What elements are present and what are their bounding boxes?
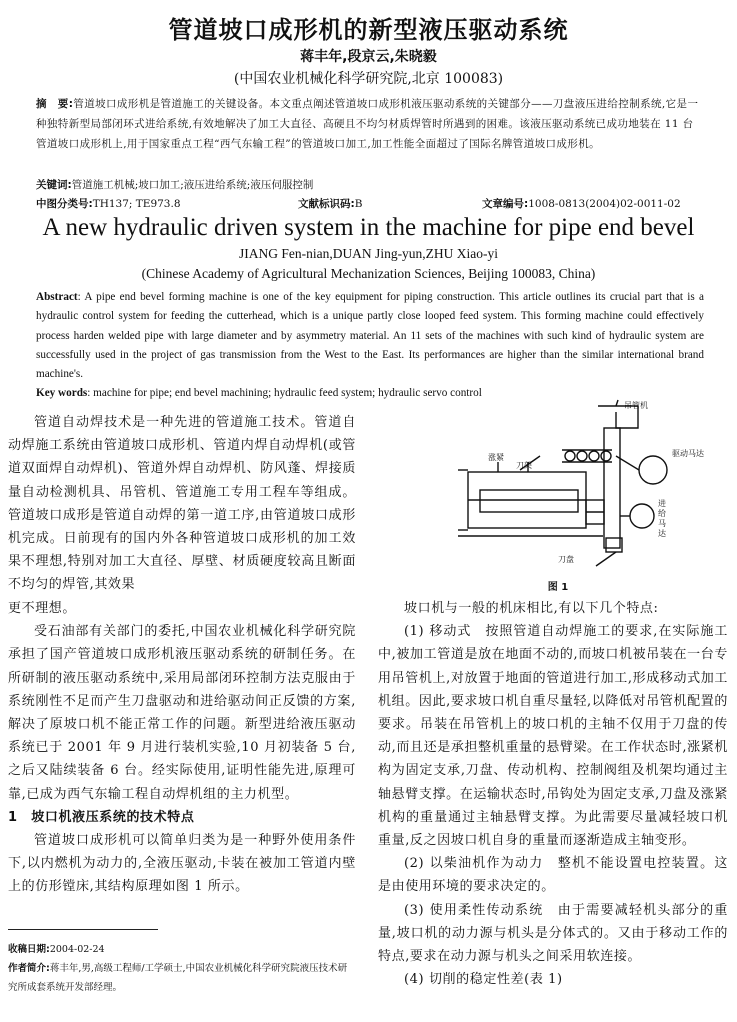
author-bio: [8, 959, 356, 997]
label-feed-motor-text: [658, 498, 666, 538]
label-crane: 吊管机: [624, 401, 648, 410]
left-column: [8, 597, 356, 899]
label-feed-motor: [658, 498, 666, 538]
label-cutterhead: 刀盘: [558, 555, 574, 564]
feature-4: (4) 切削的稳定性差(表 1): [404, 972, 563, 988]
section-1-heading: 1 坡口机液压系统的技术特点: [8, 809, 195, 825]
doc-code: [298, 195, 362, 213]
author-bio-label: 作者简介:: [8, 963, 50, 974]
paragraph-2: 受石油部有关部门的委托,中国农业机械化科学研究院承担了国产管道坡口成形机液压驱动系统的研制任务。在所研制的液压驱动系统中,采用局部闭环控制方法克服由于系统刚性不足而产生刀盘驱动和进给驱动间正反馈的方案,解决了原坡口机不能正常工作的问题。新型进给液压驱动系统已于 2001 年 9 月进行装机实验,10 月初装备 5 台,之后又陆续装备 6 台。经实际使用,证明性能先进,原理可靠,已成为西气东输工程自动焊机组的主力机型。: [8, 624, 356, 802]
keywords-en-text: : machine for pipe; end bevel machining; hydraulic feed system; hydraulic servo control: [87, 387, 482, 399]
drive-motor-symbol: [639, 456, 667, 484]
affiliation-en: (Chinese Academy of Agricultural Mechanization Sciences, Beijing 100083, China): [141, 266, 596, 281]
article-number: [482, 195, 681, 213]
received-label: 收稿日期:: [8, 944, 50, 955]
feature-3: (3) 使用柔性传动系统 由于需要减轻机头部分的重量,坡口机的动力源与机头是分体式的。又由于移动工作的特点,要求在动力源与机头之间采用软连接。: [378, 902, 728, 965]
abstract-en: [36, 288, 704, 384]
label-drive-motor: 驱动马达: [672, 449, 704, 458]
doc-value: B: [354, 198, 363, 210]
paper-title-cn: 管道坡口成形机的新型液压驱动系统: [168, 16, 569, 44]
art-value: 1008-0813(2004)02-0011-02: [528, 198, 681, 210]
footnote: [8, 940, 356, 997]
intro-paragraph: [8, 411, 356, 597]
authors-cn: 蒋丰年,段京云,朱晓毅: [300, 49, 437, 65]
authors-en: JIANG Fen-nian,DUAN Jing-yun,ZHU Xiao-yi: [238, 246, 499, 261]
figure-1-diagram: [458, 398, 728, 578]
keywords-cn: [36, 176, 704, 194]
abstract-cn-label: 摘 要:: [36, 98, 74, 110]
feed-motor-char: 马: [658, 519, 666, 528]
keywords-cn-label: 关键词:: [36, 179, 72, 191]
feed-motor-char: 达: [658, 529, 666, 538]
features-intro: 坡口机与一般的机床相比,有以下几个特点:: [404, 601, 659, 616]
paragraph-3: 管道坡口成形机可以简单归类为是一种野外使用条件下,以内燃机为动力的,全液压驱动,卡装在被加工管道内壁上的仿形镗床,其结构原理如图 1 所示。: [8, 833, 356, 895]
art-label: 文章编号:: [482, 198, 529, 210]
intro-text: 管道自动焊技术是一种先进的管道施工技术。管道自动焊施工系统由管道坡口成形机、管道内焊自动焊机(或管道双面焊自动焊机)、管道外焊自动焊机、防风蓬、焊接质量自动检测机具、吊管机、管道施工专用工程车等组成。管道坡口成形是管道自动焊的第一道工序,由管道坡口成形机完成。日前现有的国内外各种管道坡口成形机的加工效果不理想,特别对加工大直径、厚壁、材质硬度较高且断面不均匀的焊管,其效果: [8, 415, 356, 593]
received-date: [8, 940, 356, 959]
abstract-en-label: Abstract: [36, 291, 78, 303]
keywords-cn-text: 管道施工机械;坡口加工;液压进给系统;液压伺服控制: [71, 179, 314, 191]
clc-label: 中图分类号:: [36, 198, 93, 210]
keywords-en-label: Key words: [36, 387, 88, 399]
label-toolholder: 刀架: [516, 461, 532, 470]
right-column: [378, 597, 728, 991]
clc-value: TH137; TE973.8: [92, 198, 181, 210]
abstract-en-text: : A pipe end bevel forming machine is one of the key equipment for piping construction. This article outlines its crucial part that is a hydraulic control system for feeding the cutterhead, which is a unique partly close looped feed system. This forming machine could effectively process harden welded pipe with large diameter and by asymmetry material. An 11 sets of the machines with such kind of hydraulic system are successfully used in the project of gas transmission from the West to the East. Its performances are higher than the similar international brand machine's.: [36, 291, 704, 381]
feature-1: (1) 移动式 按照管道自动焊施工的要求,在实际施工中,被加工管道是放在地面不动的,而坡口机被吊装在一台专用吊管机上,对放置于地面的管道进行加工,形成移动式加工机组。因此,要求坡口机自重尽量轻,以降低对吊管机配置的要求。吊装在吊管机上的坡口机的主轴不仅用于刀盘的传动,而且还是承担整机重量的悬臂梁。在工作状态时,涨紧机构为固定支承,刀盘、传动机构、控制阀组及机架均通过主轴悬臂支撑。在运输状态时,吊钩处为固定支承,刀盘及涨紧机构的重量通过主轴悬臂支撑。为此需要尽量减轻坡口机重量,反之因坡口机自身的重量而逐渐造成主轴变形。: [378, 624, 728, 849]
figure-1-caption: 图 1: [547, 582, 569, 593]
feed-motor-char: 进: [658, 499, 666, 508]
paper-title-en: A new hydraulic driven system in the machine for pipe end bevel: [42, 214, 695, 241]
abstract-cn-text: 管道坡口成形机是管道施工的关键设备。本文重点阐述管道坡口成形机液压驱动系统的关键部分——刀盘液压进给控制系统,它是一种独特新型局部闭环式进给系统,有效地解决了加工大直径、高硬且不均匀材质焊管时所遇到的困难。该液压驱动系统已成功地装在 11 台管道坡口成形机上,用于国家重点工程“西气东输工程”的管道坡口加工,加工性能全面超过了国际名牌管道坡口成形机。: [36, 98, 699, 150]
affiliation-cn: (中国农业机械化科学研究院,北京 100083): [233, 71, 504, 87]
label-expand: 涨紧: [488, 453, 504, 462]
intro-continued: 更不理想。: [8, 601, 77, 616]
author-bio-value: 蒋丰年,男,高级工程师/工学硕士,中国农业机械化科学研究院液压技术研究所成套系统开发部经理。: [8, 963, 348, 993]
clc-number: [36, 195, 181, 213]
feature-2: (2) 以柴油机作为动力 整机不能设置电控装置。这是由使用环境的要求决定的。: [378, 856, 728, 895]
doc-label: 文献标识码:: [298, 198, 355, 210]
received-value: 2004-02-24: [49, 944, 105, 955]
abstract-cn: [36, 94, 704, 154]
feed-motor-char: 给: [658, 509, 666, 518]
footnote-rule: [8, 929, 158, 930]
